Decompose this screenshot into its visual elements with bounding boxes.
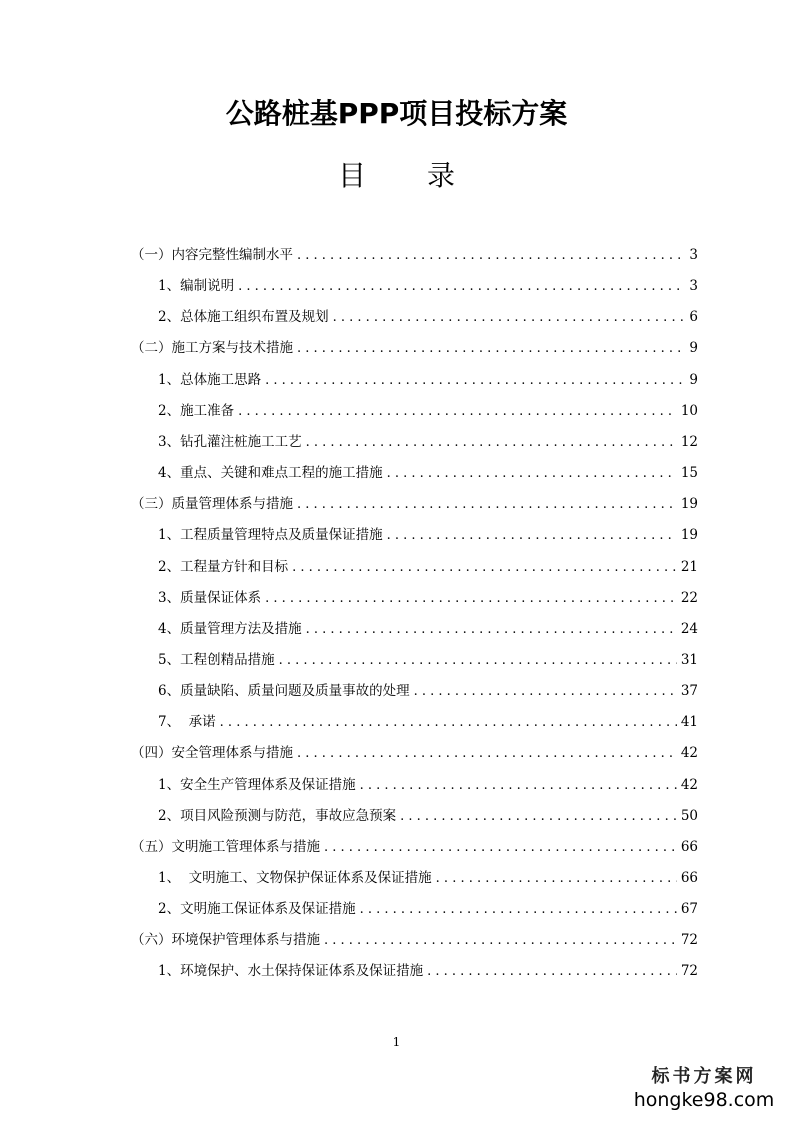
toc-entry-label: 1、编制说明 xyxy=(158,278,235,295)
toc-subsection-entry[interactable] xyxy=(158,648,698,672)
toc-entry-label: 1、环境保护、水土保持保证体系及保证措施 xyxy=(158,963,424,980)
toc-subsection-entry[interactable] xyxy=(158,866,698,890)
page-number: 1 xyxy=(392,1035,401,1049)
toc-subsection-entry[interactable] xyxy=(158,430,698,454)
toc-entry-label: （六）环境保护管理体系与措施 xyxy=(131,932,320,949)
toc-entry-page: 22 xyxy=(680,589,698,606)
toc-subsection-entry[interactable] xyxy=(158,586,698,610)
toc-section-entry[interactable] xyxy=(131,928,698,952)
toc-entry-page: 3 xyxy=(689,247,698,263)
toc-dot-leader xyxy=(436,867,677,891)
toc-entry-page: 10 xyxy=(680,402,698,419)
toc-subsection-entry[interactable] xyxy=(158,399,698,423)
toc-entry-page: 31 xyxy=(680,651,698,668)
toc-dot-leader xyxy=(387,524,677,548)
toc-entry-label: 1、安全生产管理体系及保证措施 xyxy=(158,776,356,793)
toc-entry-page: 50 xyxy=(680,807,698,824)
toc-entry-page: 6 xyxy=(689,309,698,326)
toc-entry-page: 41 xyxy=(680,714,698,731)
toc-dot-leader xyxy=(427,960,677,984)
toc-subsection-entry[interactable] xyxy=(158,523,698,547)
toc-subsection-entry[interactable] xyxy=(158,679,698,703)
toc-entry-label: （五）文明施工管理体系与措施 xyxy=(131,838,320,855)
toc-entry-page: 21 xyxy=(680,558,698,575)
toc-entry-label: 3、质量保证体系 xyxy=(158,589,262,606)
toc-dot-leader xyxy=(400,805,677,829)
toc-entry-label: 5、工程创精品措施 xyxy=(158,651,275,668)
toc-entry-page: 9 xyxy=(689,371,698,388)
toc-entry-page: 42 xyxy=(680,776,698,793)
toc-entry-label: 1、总体施工思路 xyxy=(158,371,262,388)
toc-entry-label: （二）施工方案与技术措施 xyxy=(131,340,293,357)
toc-entry-page: 12 xyxy=(680,433,698,450)
toc-entry-label: （三）质量管理体系与措施 xyxy=(131,496,293,513)
toc-dot-leader xyxy=(333,306,686,330)
toc-entry-label: 7、 承诺 xyxy=(158,714,216,731)
toc-dot-leader xyxy=(297,244,685,268)
toc-subsection-entry[interactable] xyxy=(158,555,698,579)
toc-subsection-entry[interactable] xyxy=(158,897,698,921)
toc-subsection-entry[interactable] xyxy=(158,804,698,828)
toc-entry-page: 19 xyxy=(680,496,698,513)
toc-entry-label: 6、质量缺陷、质量问题及质量事故的处理 xyxy=(158,683,410,700)
toc-subsection-entry[interactable] xyxy=(158,368,698,392)
toc-entry-label: 3、钻孔灌注桩施工工艺 xyxy=(158,433,302,450)
toc-entry-label: （一）内容完整性编制水平 xyxy=(131,247,293,263)
toc-subsection-entry[interactable] xyxy=(158,274,698,298)
toc-dot-leader xyxy=(279,649,677,673)
toc-entry-page: 37 xyxy=(680,683,698,700)
toc-entry-page: 24 xyxy=(680,620,698,637)
toc-dot-leader xyxy=(306,431,677,455)
toc-heading: 目 录 xyxy=(338,159,481,192)
toc-entry-page: 66 xyxy=(680,838,698,855)
toc-entry-label: 1、工程质量管理特点及质量保证措施 xyxy=(158,527,383,544)
toc-entry-label: 2、施工准备 xyxy=(158,402,235,419)
toc-dot-leader xyxy=(265,369,685,393)
toc-dot-leader xyxy=(297,493,677,517)
toc-entry-page: 66 xyxy=(680,870,698,886)
document-title: 公路桩基PPP项目投标方案 xyxy=(225,97,568,130)
toc-entry-label: （四）安全管理体系与措施 xyxy=(131,745,293,762)
watermark-url: hongke98.com xyxy=(633,1089,775,1111)
toc-subsection-entry[interactable] xyxy=(158,461,698,485)
toc-entry-label: 2、文明施工保证体系及保证措施 xyxy=(158,901,356,918)
watermark-title: 标书方案网 xyxy=(651,1066,757,1087)
toc-dot-leader xyxy=(387,462,677,486)
toc-entry-page: 67 xyxy=(680,901,698,918)
toc-dot-leader xyxy=(360,774,677,798)
toc-entry-label: 2、总体施工组织布置及规划 xyxy=(158,309,329,326)
toc-dot-leader xyxy=(360,898,677,922)
toc-section-entry[interactable] xyxy=(131,243,698,267)
toc-dot-leader xyxy=(220,711,677,735)
toc-entry-page: 19 xyxy=(680,527,698,544)
toc-entry-page: 72 xyxy=(680,932,698,949)
toc-entry-label: 4、质量管理方法及措施 xyxy=(158,620,302,637)
watermark-logo xyxy=(629,1066,779,1112)
toc-entry-page: 72 xyxy=(680,963,698,980)
toc-dot-leader xyxy=(238,400,677,424)
toc-dot-leader xyxy=(324,836,677,860)
toc-section-entry[interactable] xyxy=(131,835,698,859)
toc-entry-page: 9 xyxy=(689,340,698,357)
toc-dot-leader xyxy=(297,337,685,361)
toc-entry-label: 1、 文明施工、文物保护保证体系及保证措施 xyxy=(158,870,432,886)
toc-subsection-entry[interactable] xyxy=(158,773,698,797)
toc-dot-leader xyxy=(324,929,677,953)
toc-subsection-entry[interactable] xyxy=(158,959,698,983)
toc-entry-page: 3 xyxy=(689,278,698,295)
toc-entry-label: 2、项目风险预测与防范，事故应急预案 xyxy=(158,807,397,824)
toc-dot-leader xyxy=(292,556,677,580)
toc-section-entry[interactable] xyxy=(131,492,698,516)
toc-section-entry[interactable] xyxy=(131,741,698,765)
toc-subsection-entry[interactable] xyxy=(158,305,698,329)
toc-dot-leader xyxy=(414,680,677,704)
toc-dot-leader xyxy=(297,742,677,766)
toc-subsection-entry[interactable] xyxy=(158,617,698,641)
toc-entry-label: 2、工程量方针和目标 xyxy=(158,558,289,575)
toc-section-entry[interactable] xyxy=(131,336,698,360)
toc-entry-page: 42 xyxy=(680,745,698,762)
toc-dot-leader xyxy=(238,275,685,299)
toc-dot-leader xyxy=(306,618,677,642)
toc-entry-page: 15 xyxy=(680,465,698,482)
toc-dot-leader xyxy=(265,587,677,611)
toc-entry-label: 4、重点、关键和难点工程的施工措施 xyxy=(158,465,383,482)
toc-subsection-entry[interactable] xyxy=(158,710,698,734)
